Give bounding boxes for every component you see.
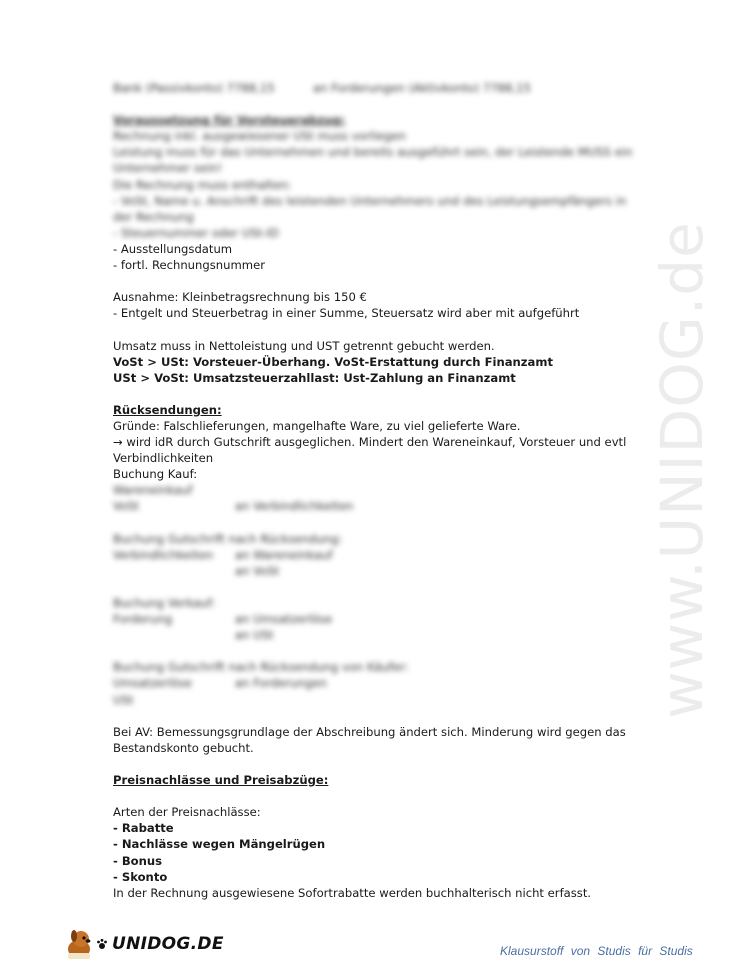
blurred-line: Rechnung inkl. ausgewiesener USt muss vorliegen: [113, 129, 406, 144]
document-content: [113, 80, 653, 901]
blurred-cell: Forderung: [113, 612, 173, 627]
blurred-cell: Umsatzerlöse: [113, 676, 192, 691]
gutschrift-line: → wird idR durch Gutschrift ausgeglichen. Mindert den Wareneinkauf, Vorsteuer und evtl Verbindlichkeiten: [113, 435, 627, 466]
blurred-line: Buchung Verkauf:: [113, 596, 216, 610]
umsatz-line: Umsatz muss in Nettoleistung und UST getrennt gebucht werden.: [113, 338, 495, 353]
blurred-booking-row: [113, 627, 653, 643]
footer-tagline: Klausurstoff von Studis für Studis: [500, 944, 693, 958]
blurred-cell: VoSt: [113, 499, 140, 514]
blurred-line: der Rechnung: [113, 209, 194, 224]
logo-text: UNIDOG.DE: [112, 934, 224, 954]
blurred-booking-line: [113, 80, 653, 96]
gruende-line: Gründe: Falschlieferungen, mangelhafte Ware, zu viel gelieferte Ware.: [113, 418, 521, 433]
blurred-cell: an USt: [235, 628, 274, 643]
av-line: Bei AV: Bemessungsgrundlage der Abschreibung ändert sich. Minderung wird gegen das Bestandskonto gebucht.: [113, 724, 626, 755]
ausnahme-detail: - Entgelt und Steuerbetrag in einer Summe, Steuersatz wird aber mit aufgeführt: [113, 306, 580, 321]
buchung-kauf-label: Buchung Kauf:: [113, 467, 198, 482]
blurred-booking-row: [113, 498, 653, 514]
blurred-cell: an Forderungen: [235, 676, 327, 691]
blurred-cell: Verbindlichkeiten: [113, 547, 214, 562]
blurred-booking-row: [113, 611, 653, 627]
blurred-line: Buchung Gutschrift nach Rücksendung:: [113, 531, 343, 546]
ausnahme-line: Ausnahme: Kleinbetragsrechnung bis 150 €: [113, 290, 367, 305]
blurred-line: Wareneinkauf: [113, 483, 193, 498]
blurred-line: Die Rechnung muss enthalten:: [113, 177, 292, 192]
blurred-line: Unternehmer sein!: [113, 161, 223, 176]
blurred-line: Buchung Gutschrift nach Rücksendung von Käufer:: [113, 660, 409, 675]
list-item: - Rabatte: [113, 821, 174, 836]
list-item: - Bonus: [113, 853, 163, 868]
paw-icon: [96, 938, 108, 950]
list-item: - Nachlässe wegen Mängelrügen: [113, 837, 326, 852]
vost-rule: VoSt > USt: Vorsteuer-Überhang. VoSt-Erstattung durch Finanzamt: [113, 354, 553, 369]
blurred-booking-row: [113, 547, 653, 563]
blurred-line: - VoSt, Name u. Anschrift des leistenden Unternehmers und des Leistungsempfängers in: [113, 193, 627, 208]
blurred-line: - Steuernummer oder USt-ID: [113, 225, 279, 240]
watermark: www.UNIDOG.de: [648, 221, 716, 719]
blurred-booking-row: [113, 563, 653, 579]
arten-label: Arten der Preisnachlässe:: [113, 805, 261, 820]
blurred-booking-row: [113, 675, 653, 691]
booking-debit: Bank (Passivkonto) 7788,15: [113, 81, 275, 95]
ruecksendungen-heading: Rücksendungen:: [113, 402, 222, 417]
blurred-line: USt: [113, 692, 134, 707]
booking-credit: an Forderungen (Aktivkonto) 7788,15: [313, 81, 531, 95]
rechnung-line: In der Rechnung ausgewiesene Sofortrabatte werden buchhalterisch nicht erfasst.: [113, 885, 592, 900]
blurred-heading: Voraussetzung für Vorsteuerabzug:: [113, 113, 346, 128]
blurred-cell: an Umsatzerlöse: [235, 612, 333, 627]
blurred-cell: an VoSt: [235, 563, 280, 578]
dog-mascot-icon: [62, 927, 96, 961]
preis-heading: Preisnachlässe und Preisabzüge:: [113, 773, 329, 788]
list-item: - Skonto: [113, 869, 168, 884]
list-item: - Ausstellungsdatum: [113, 241, 233, 256]
unidog-logo[interactable]: [62, 924, 224, 964]
blurred-cell: an Verbindlichkeiten: [235, 499, 354, 514]
ust-rule: USt > VoSt: Umsatzsteuerzahllast: Ust-Zahlung an Finanzamt: [113, 370, 516, 385]
blurred-line: Leistung muss für das Unternehmen und bereits ausgeführt sein, der Leistende MUSS ein: [113, 145, 633, 160]
list-item: - fortl. Rechnungsnummer: [113, 258, 265, 273]
blurred-cell: an Wareneinkauf: [235, 547, 333, 562]
